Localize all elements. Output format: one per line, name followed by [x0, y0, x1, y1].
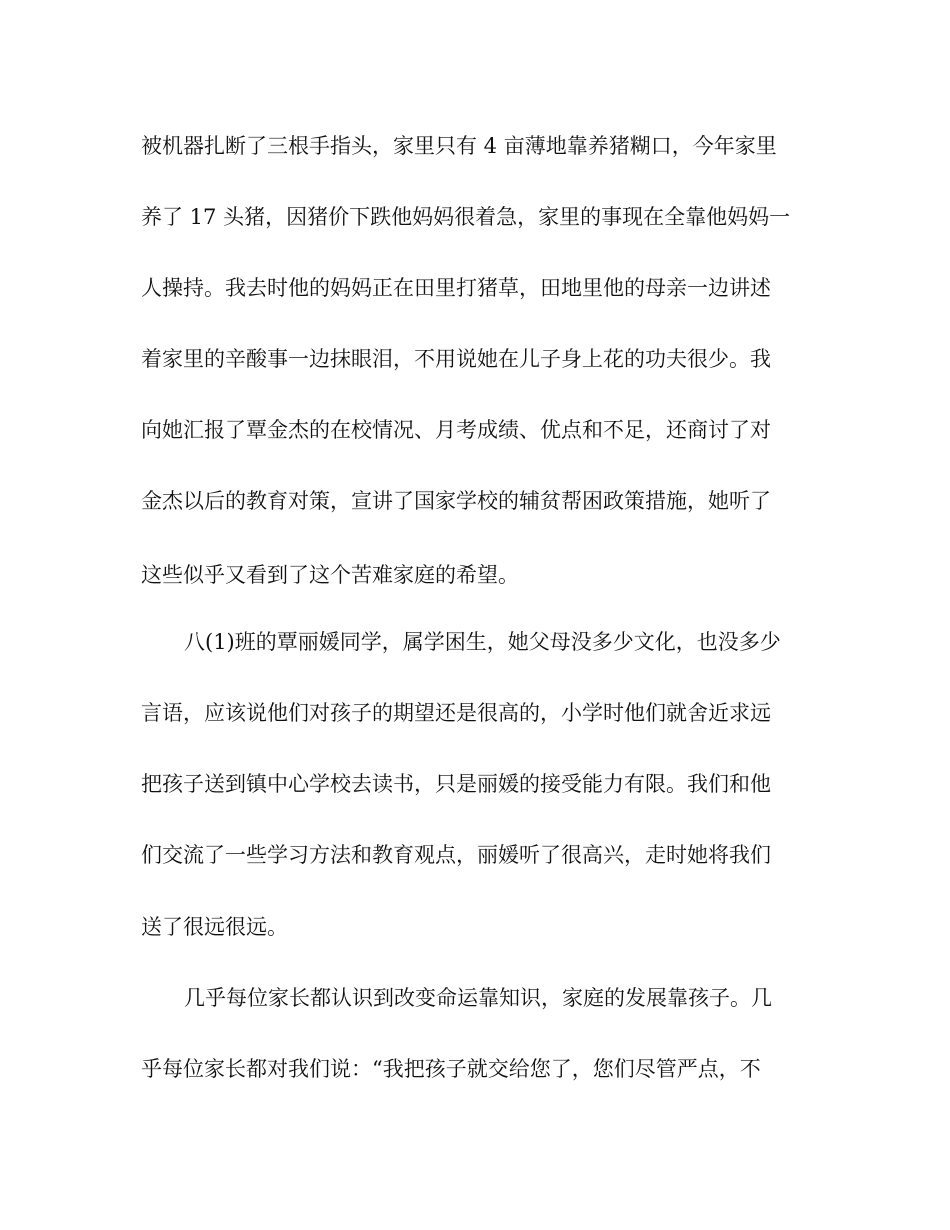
text-line: 言语，应该说他们对孩子的期望还是很高的，小学时他们就舍近求远	[141, 701, 771, 725]
text-line: 金杰以后的教育对策，宣讲了国家学校的辅贫帮困政策措施，她听了	[141, 489, 771, 513]
text-line: 向她汇报了覃金杰的在校情况、月考成绩、优点和不足，还商讨了对	[141, 418, 771, 442]
text-line: 人操持。我去时他的妈妈正在田里打猪草，田地里他的母亲一边讲述	[141, 276, 771, 300]
text-line: 把孩子送到镇中心学校去读书，只是丽媛的接受能力有限。我们和他	[141, 772, 771, 796]
text-line: 着家里的辛酸事一边抹眼泪，不用说她在儿子身上花的功夫很少。我	[141, 347, 771, 371]
text-line: 送了很远很远。	[141, 915, 288, 939]
text-line: 八(1)班的覃丽媛同学，属学困生，她父母没多少文化，也没多少	[184, 630, 781, 654]
text-line: 被机器扎断了三根手指头，家里只有 4 亩薄地靠养猪糊口，今年家里	[141, 134, 777, 158]
text-line: 这些似乎又看到了这个苦难家庭的希望。	[141, 563, 519, 587]
text-line: 养了 17 头猪，因猪价下跌他妈妈很着急，家里的事现在全靠他妈妈一	[141, 205, 791, 229]
text-line: 乎每位家长都对我们说：“我把孩子就交给您了，您们尽管严点，不	[141, 1057, 761, 1081]
text-line: 几乎每位家长都认识到改变命运靠知识，家庭的发展靠孩子。几	[184, 986, 772, 1010]
text-line: 们交流了一些学习方法和教育观点，丽媛听了很高兴，走时她将我们	[141, 843, 771, 867]
